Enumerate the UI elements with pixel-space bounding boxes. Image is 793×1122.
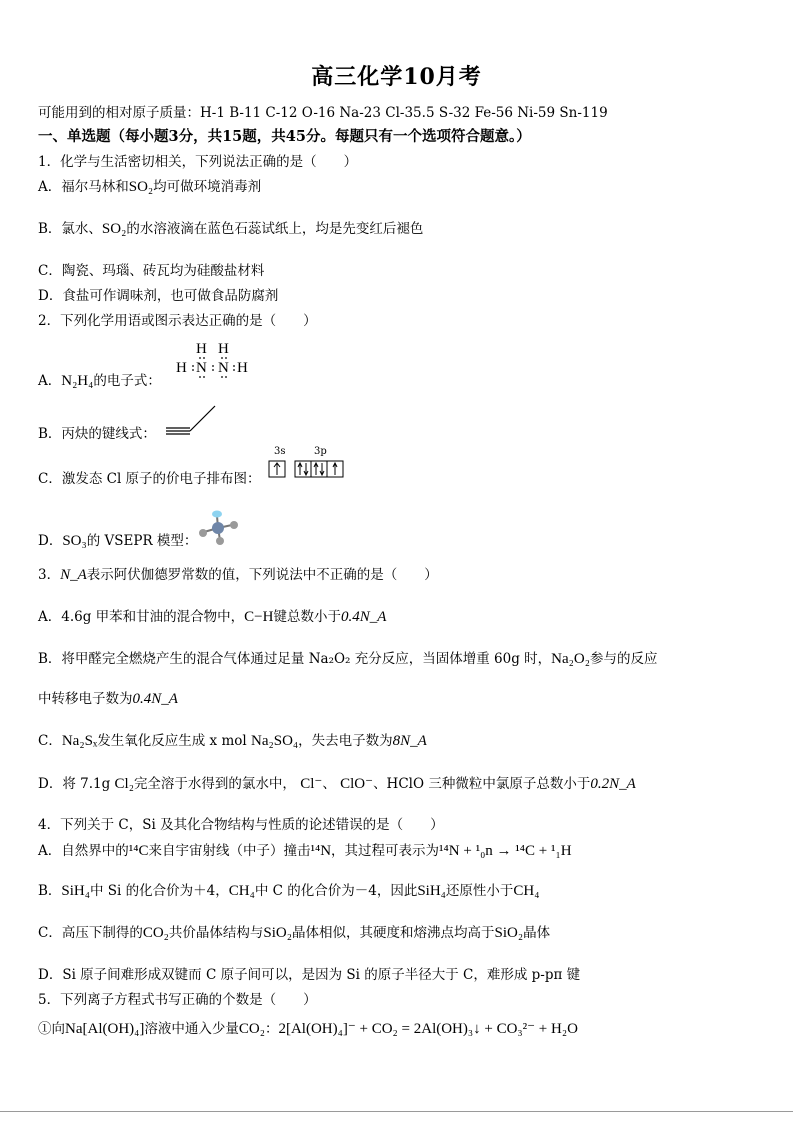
n2h4-electron-formula: H H H N N H	[176, 341, 256, 381]
q4-option-a: A．自然界中的¹⁴C来自宇宙射线（中子）撞击¹⁴N，其过程可表示为¹⁴N + ¹₀n → ¹⁴C + ¹₁H	[38, 843, 572, 859]
q1-option-b: B．氯水、SO₂的水溶液滴在蓝色石蕊试纸上，均是先变红后褪色	[38, 221, 424, 237]
q1-option-c: C．陶瓷、玛瑙、砖瓦均为硅酸盐材料	[38, 263, 265, 279]
q5-stem: 5．下列离子方程式书写正确的个数是（ ）	[38, 992, 317, 1008]
q4-option-c: C．高压下制得的CO₂共价晶体结构与SiO₂晶体相似，其硬度和熔沸点均高于SiO₂晶体	[38, 925, 551, 941]
q2-option-c: C．激发态 Cl 原子的价电子排布图：	[38, 471, 261, 487]
q3-stem: 3．N_A表示阿伏伽德罗常数的值，下列说法中不正确的是（ ）	[38, 567, 438, 583]
q3-option-b-cont: 中转移电子数为0.4N_A	[38, 691, 178, 707]
q2-stem: 2．下列化学用语或图示表达正确的是（ ）	[38, 313, 317, 329]
q3-option-c: C．Na₂Sₓ发生氧化反应生成 x mol Na₂SO₄，失去电子数为8N_A	[38, 733, 427, 749]
q5-item-1: ①向Na[Al(OH)₄]溶液中通入少量CO₂：2[Al(OH)₄]⁻ + CO₂ = 2Al(OH)₃↓ + CO₃²⁻ + H₂O	[38, 1021, 578, 1037]
q1-option-a: A．福尔马林和SO₂均可做环境消毒剂	[38, 179, 262, 195]
orbital-boxes-icon	[267, 458, 349, 480]
q3-option-a: A．4.6g 甲苯和甘油的混合物中，C−H键总数小于0.4N_A	[38, 609, 387, 625]
vsepr-model-icon	[196, 506, 242, 546]
q2-option-d: D．SO₃的 VSEPR 模型：	[38, 533, 198, 549]
lewis-dots	[176, 341, 256, 381]
q1-option-d: D．食盐可作调味剂，也可做食品防腐剂	[38, 288, 279, 304]
q4-option-d: D．Si 原子间难形成双键而 C 原子间可以，是因为 Si 的原子半径大于 C，难形成 p-pπ 键	[38, 967, 581, 983]
exam-page: 高三化学10月考 可能用到的相对原子质量：H-1 B-11 C-12 O-16 Na-23 Cl-35.5 S-32 Fe-56 Ni-59 Sn-119 一、单选题（每小题3分，共15题，共45分。每题只有一个选项符合题意。） 1．化学与生活密切相关，下列说法正确的是（ ） A．福尔马林和SO₂均可做环境消毒剂 B．氯水、SO₂的水溶液滴在蓝色石蕊试纸上，均是先变红后褪色 C．陶瓷、玛瑙、砖瓦均为硅酸盐材料 D．食盐可作调味剂，也可做食品防腐剂 2．下列化学用语或图示表达正确的是（ ） A．N₂H₄的电子式： H H H N N H B．丙炔的键线式： C．激发态 Cl 原子的价电子排布图： 3s 3p D．SO₃的 VSEPR 模型： 3．N_A表示阿伏伽德罗常数的值，下列说法中不正确的是（ ） A．4.6g 甲苯和甘油的混合物中，C−H键总数小于0.4N_A B．将甲醛完全燃烧产生的混合气体通过足量 Na₂O₂ 充分反应，当固体增重 60g 时，Na₂O₂参与的反应 中转移电子数为0.4N_A C．Na₂Sₓ发生氧化反应生成 x mol Na₂SO₄，失去电子数为8N_A D．将 7.1g Cl₂完全溶于水得到的氯水中， Cl⁻、 ClO⁻、HClO 三种微粒中氯原子总数小于0.2N_A 4．下列关于 C，Si 及其化合物结构与性质的论述错误的是（ ） A．自然界中的¹⁴C来自宇宙射线（中子）撞击¹⁴N，其过程可表示为¹⁴N + ¹₀n → ¹⁴C + ¹₁H B．SiH₄中 Si 的化合价为＋4，CH₄中 C 的化合价为－4，因此SiH₄还原性小于CH₄ C．高压下制得的CO₂共价晶体结构与SiO₂晶体相似，其硬度和熔沸点均高于SiO₂晶体 D．Si 原子间难形成双键而 C 原子间可以，是因为 Si 的原子半径大于 C，难形成 p-pπ 键 5．下列离子方程式书写正确的个数是（ ） ①向Na[Al(OH)₄]溶液中通入少量CO₂：2[Al(OH)₄]⁻ + CO₂ = 2Al(OH)₃↓ + CO₃²⁻ + H₂O	[0, 0, 793, 1122]
atomic-masses: 可能用到的相对原子质量：H-1 B-11 C-12 O-16 Na-23 Cl-35.5 S-32 Fe-56 Ni-59 Sn-119	[38, 105, 608, 121]
q2-option-a: A．N₂H₄的电子式：	[38, 373, 161, 389]
q4-stem: 4．下列关于 C，Si 及其化合物结构与性质的论述错误的是（ ）	[38, 817, 444, 833]
q1-stem: 1．化学与生活密切相关，下列说法正确的是（ ）	[38, 154, 358, 170]
q2-option-b: B．丙炔的键线式：	[38, 426, 156, 442]
q3-option-d: D．将 7.1g Cl₂完全溶于水得到的氯水中， Cl⁻、 ClO⁻、HClO 三种微粒中氯原子总数小于0.2N_A	[38, 776, 636, 792]
q4-option-b: B．SiH₄中 Si 的化合价为＋4，CH₄中 C 的化合价为－4，因此SiH₄还原性小于CH₄	[38, 883, 540, 899]
propyne-bond-line-icon	[164, 403, 218, 437]
exam-title: 高三化学10月考	[311, 64, 482, 90]
section-heading: 一、单选题（每小题3分，共15题，共45分。每题只有一个选项符合题意。）	[38, 128, 531, 145]
page-bottom-rule	[0, 1111, 793, 1112]
q3-option-b: B．将甲醛完全燃烧产生的混合气体通过足量 Na₂O₂ 充分反应，当固体增重 60g 时，Na₂O₂参与的反应	[38, 651, 658, 667]
